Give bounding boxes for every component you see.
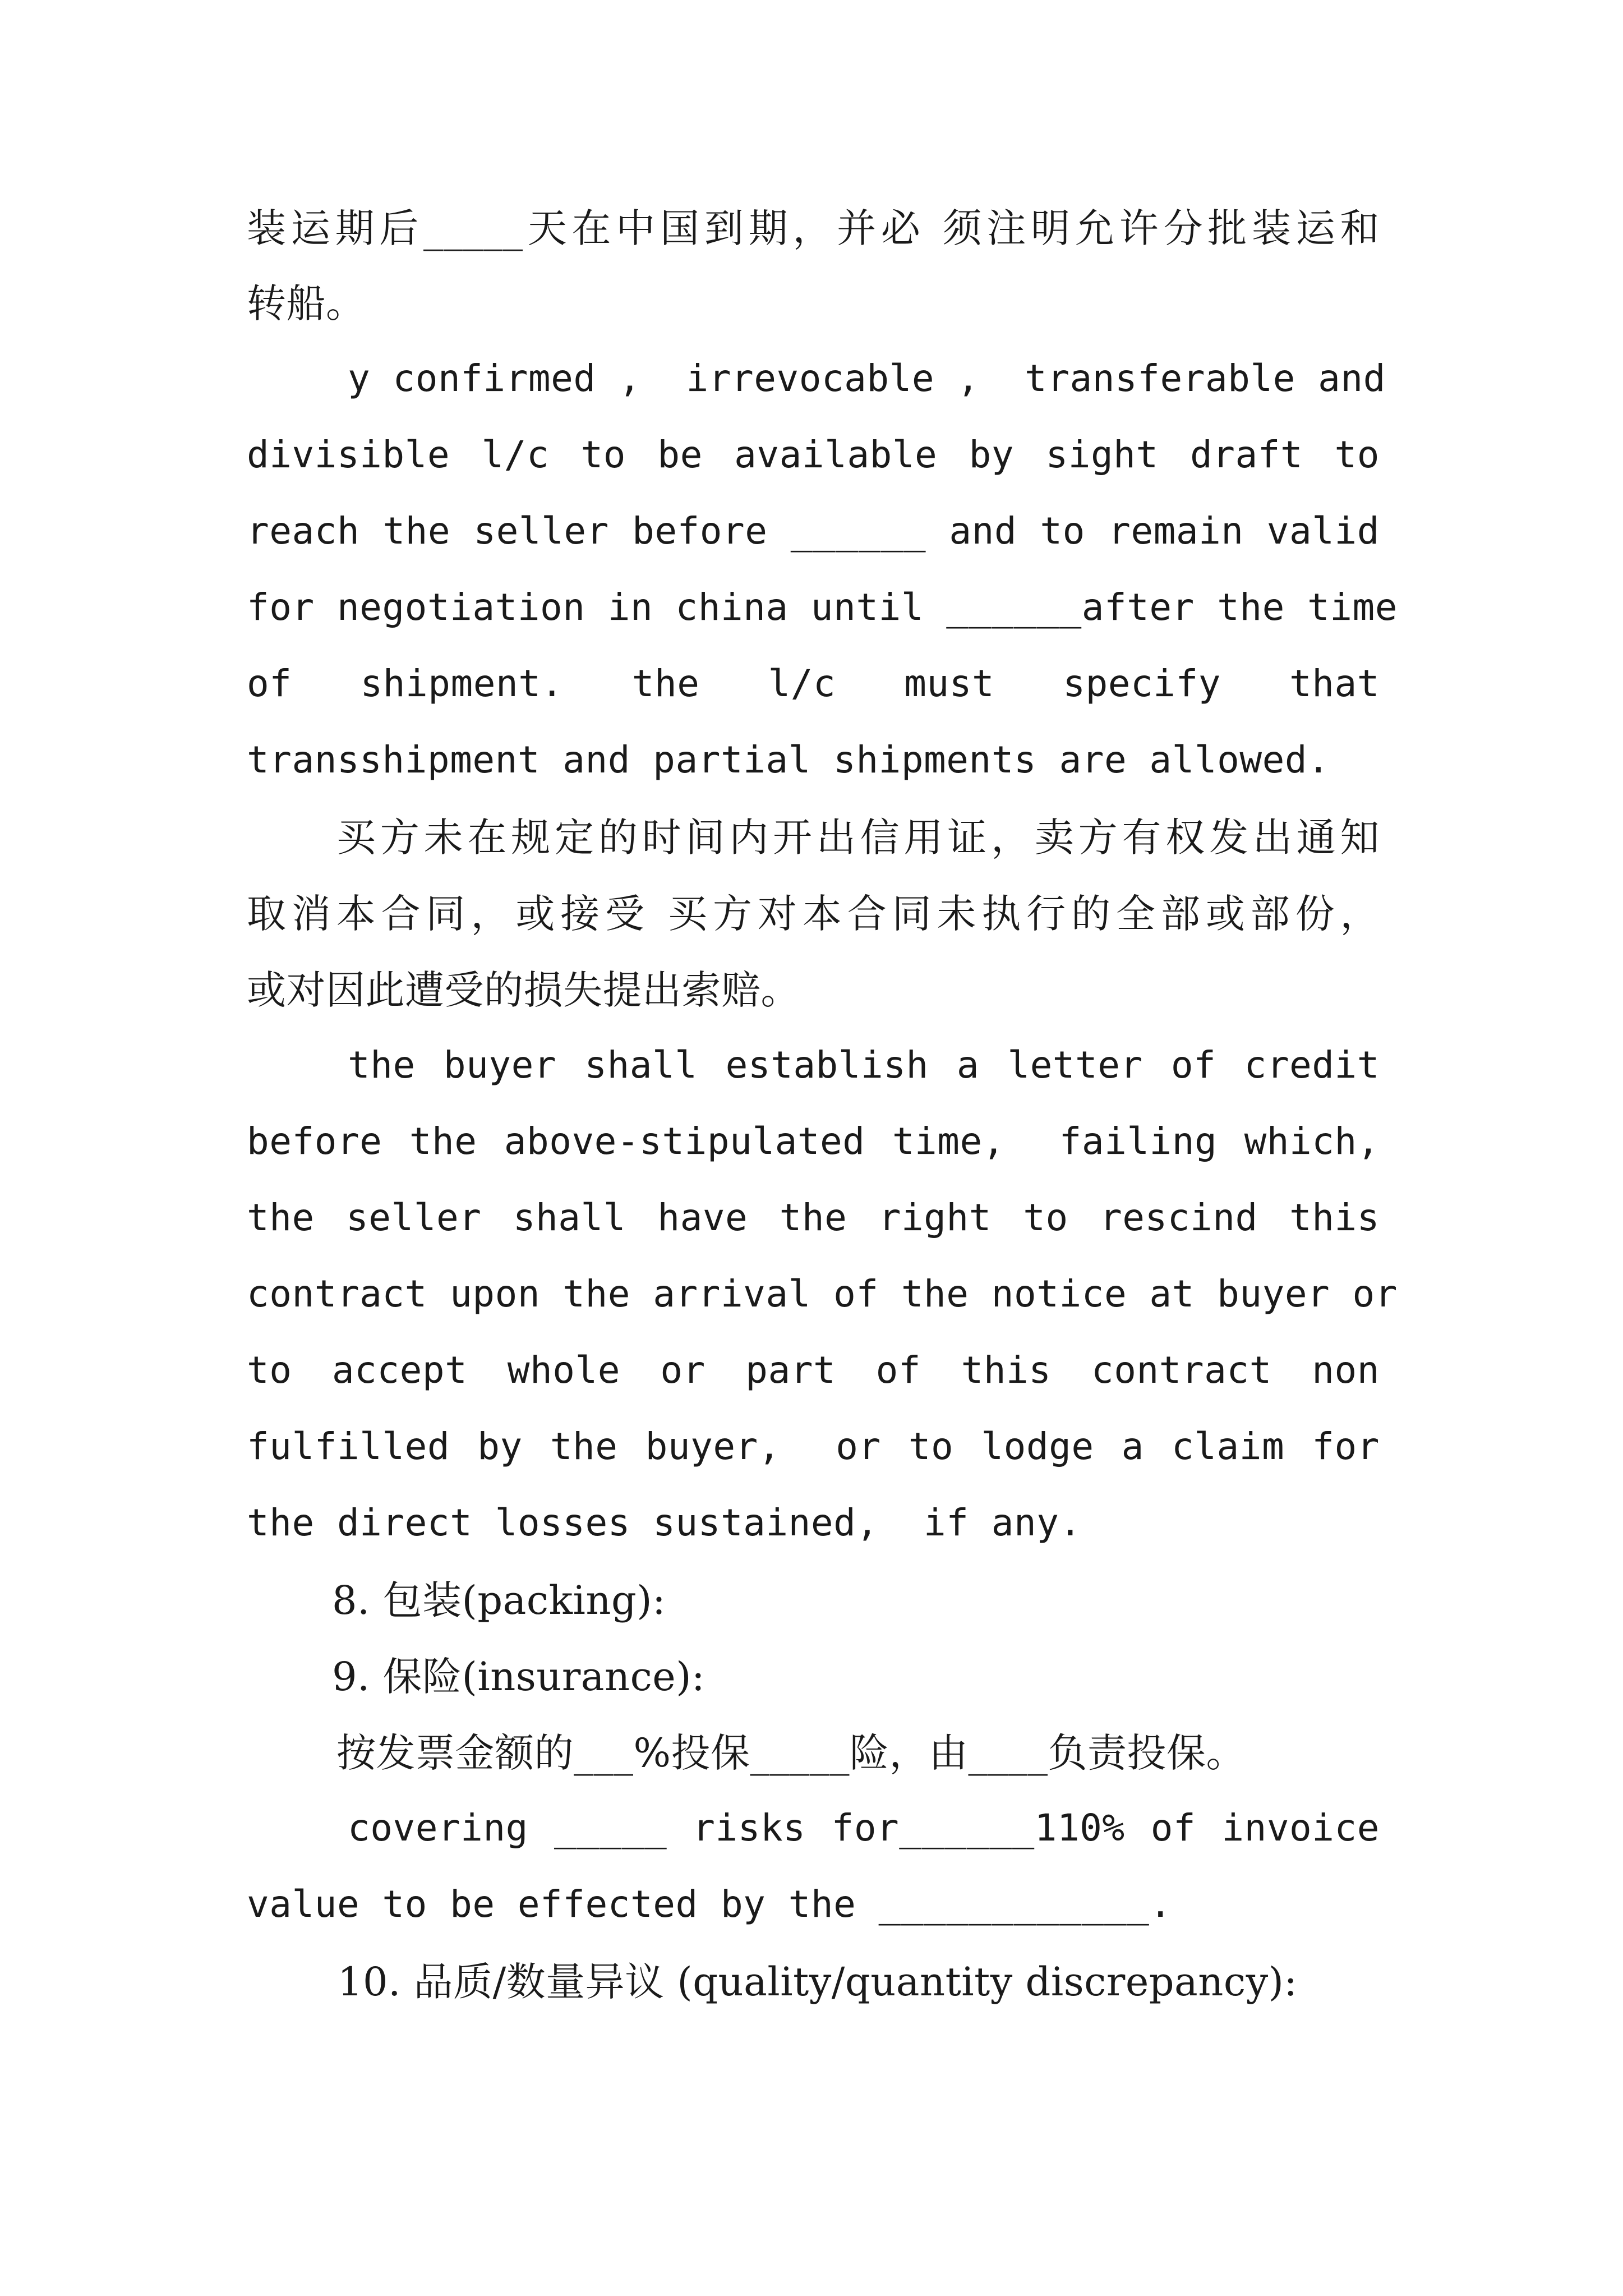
text-line: 装运期后_____天在中国到期，并必 须注明允许分批装运和 [247,205,1380,251]
text-line: reach the seller before ______ and to remain valid [247,509,1380,553]
section-heading-8: 8. 包装(packing): [332,1577,666,1623]
text-line: the direct losses sustained, if any. [247,1501,1082,1544]
text-line: contract upon the arrival of the notice at buyer or [247,1272,1398,1315]
section-heading-9: 9. 保险(insurance): [332,1654,706,1700]
text-line: divisible l/c to be available by sight draft to [247,433,1380,476]
text-line: the buyer shall establish a letter of credit [348,1043,1380,1087]
text-line: of shipment. the l/c must specify that [247,662,1380,705]
text-line: 或对因此遭受的损失提出索赔。 [247,967,800,1013]
text-line: fulfilled by the buyer, or to lodge a claim for [247,1425,1380,1468]
text-line: for negotiation in china until ______after the time [247,586,1398,629]
text-line: transshipment and partial shipments are allowed. [247,738,1330,781]
text-line: to accept whole or part of this contract non [247,1349,1380,1392]
text-line: 取消本合同，或接受 买方对本合同未执行的全部或部份， [247,891,1380,937]
text-line: 转船。 [247,280,366,326]
section-heading-10: 10. 品质/数量异议 (quality/quantity discrepancy): [338,1959,1298,2005]
text-line: the seller shall have the right to rescind this [247,1196,1380,1239]
text-line: covering _____ risks for______110% of invoice [348,1806,1380,1849]
text-line: y confirmed , irrevocable , transferable and [348,357,1386,400]
text-line: before the above-stipulated time, failing which, [247,1120,1380,1163]
text-line: 买方未在规定的时间内开出信用证，卖方有权发出通知 [336,815,1380,861]
text-line: value to be effected by the ____________. [247,1883,1172,1926]
text-line: 按发票金额的___%投保_____险，由____负责投保。 [336,1730,1246,1776]
